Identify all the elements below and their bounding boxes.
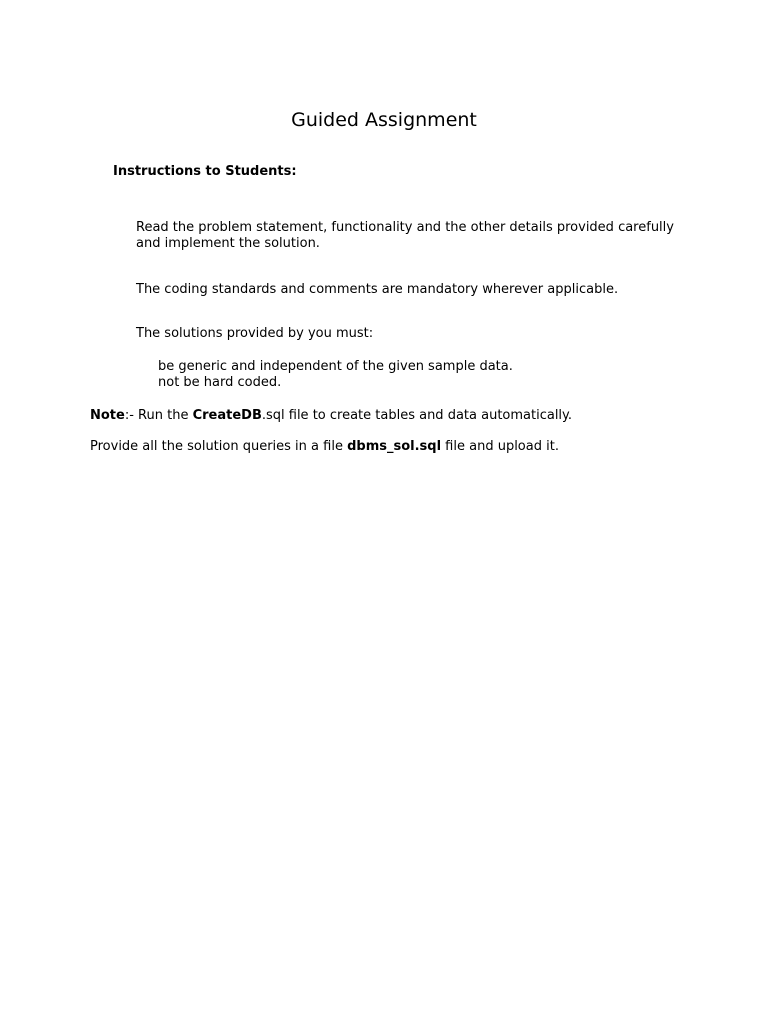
instruction-paragraph-2: The coding standards and comments are mandatory wherever applicable. (136, 282, 619, 297)
instruction-paragraph-3: The solutions provided by you must: (136, 326, 374, 341)
instruction-paragraph-1-line-1: Read the problem statement, functionality and the other details provided carefully (136, 220, 674, 235)
solution-filename: dbms_sol.sql (347, 439, 442, 454)
createdb-filename: CreateDB (192, 408, 262, 423)
requirement-item-1: be generic and independent of the given sample data. (158, 359, 513, 374)
submission-text-before: Provide all the solution queries in a file (90, 439, 348, 454)
instruction-paragraph-1-line-2: and implement the solution. (136, 236, 320, 251)
note-text-before: :- Run the (124, 408, 193, 423)
note-label: Note (90, 408, 125, 423)
note-line (90, 408, 572, 424)
submission-instruction (90, 439, 559, 455)
document-title: Guided Assignment (291, 109, 477, 131)
note-text-after: .sql file to create tables and data automatically. (261, 408, 573, 423)
requirement-item-2: not be hard coded. (158, 375, 282, 390)
submission-text-after: file and upload it. (441, 439, 559, 454)
instructions-heading: Instructions to Students: (113, 164, 297, 179)
